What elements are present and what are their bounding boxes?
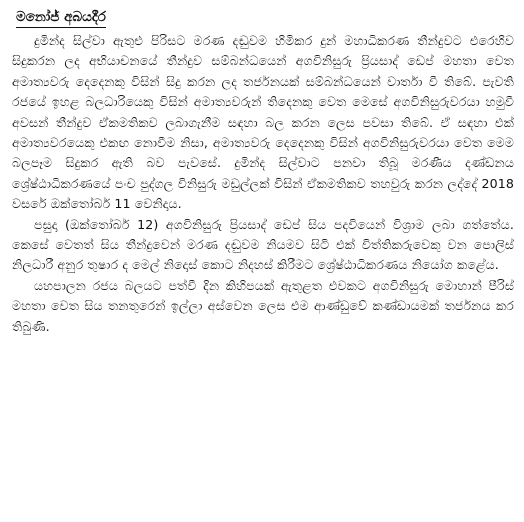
article-paragraph-1: දුමින්ද සිල්වා ඇතුළු පිරිසට මරණ දඬුවම හිමිකර දුන් මහාධිකරණ තීන්දුවට එරෙහිව සිදුකරන ලද අභියාචනයේ තීන්දුව සම්බන්ධයෙන් අගවිනිසුරු ප්‍රියසාද් ඩෙප් මහතා වෙත අමාත්‍යවරු දෙදෙනකු විසින් සිදු කරන ලද තර්ජනයක් සම්බන්ධයෙන් වාර්තා වී තිබේ. පැවති රජයේ ඉහළ බලධාරියෙකු විසින් අමාත්‍යවරුන් තිදෙනකු වෙත මෙසේ අගවිනිසුරුවරයා හමුවී අවසන් තීන්දුව ඒකමතිකව ලබාගැනීම සඳහා බල කරන ලෙස පවසා තිබේ. ඒ සඳහා එක් අමාත්‍යවරයෙකු එකඟ නොවීම නිසා, අමාත්‍යවරු දෙදෙනකු විසින් අගවිනිසුරුවරයා වෙත මෙම බලපෑම සිදුකර ඇති බව පැවසේ. දුමින්ද සිල්වාට පනවා තිබූ මරණීය දණ්ඩනය ශ්‍රේෂ්ඨාධිකරණයේ පංච පුද්ගල විනිසුරු මඩුල්ලක් විසින් ඒකමතිකව තහවුරු කරන ලද්දේ 2018 වසරේ ඔක්තෝබර් 11 වෙනිදාය. — [12, 33, 514, 212]
article-paragraph-2: පසුදා (ඔක්තෝබර් 12) අගවිනිසුරු ප්‍රියසාද් ඩෙප් සිය පදවියෙන් විශ්‍රාම ලබා ගත්තේය. කෙසේ වෙතත් සිය තීන්දුවෙන් මරණ දඬුවම නියමව සිටි එක් විත්තිකරුවෙකු වන පොලිස් නිලධාරී අනුර තුෂාර ද මෙල් නිදොස් කොට නිදහස් කිරීමට ශ්‍රේෂ්ඨාධිකරණය නියෝග කළේය. — [12, 216, 514, 273]
author-byline: මනෝජ් අබයදීර — [16, 7, 106, 28]
article-paragraph-3: යහපාලන රජය බලයට පත්වී දින කිහිපයක් ඇතුළත එවකට අගවිනිසුරු මොහාන් පීරිස් මහතා වෙත සිය තනතුරෙන් ඉල්ලා අස්වෙන ලෙස එම ආණ්ඩුවේ කණ්ඩායමක් තර්ජනය කර තිබුණි. — [12, 277, 514, 334]
